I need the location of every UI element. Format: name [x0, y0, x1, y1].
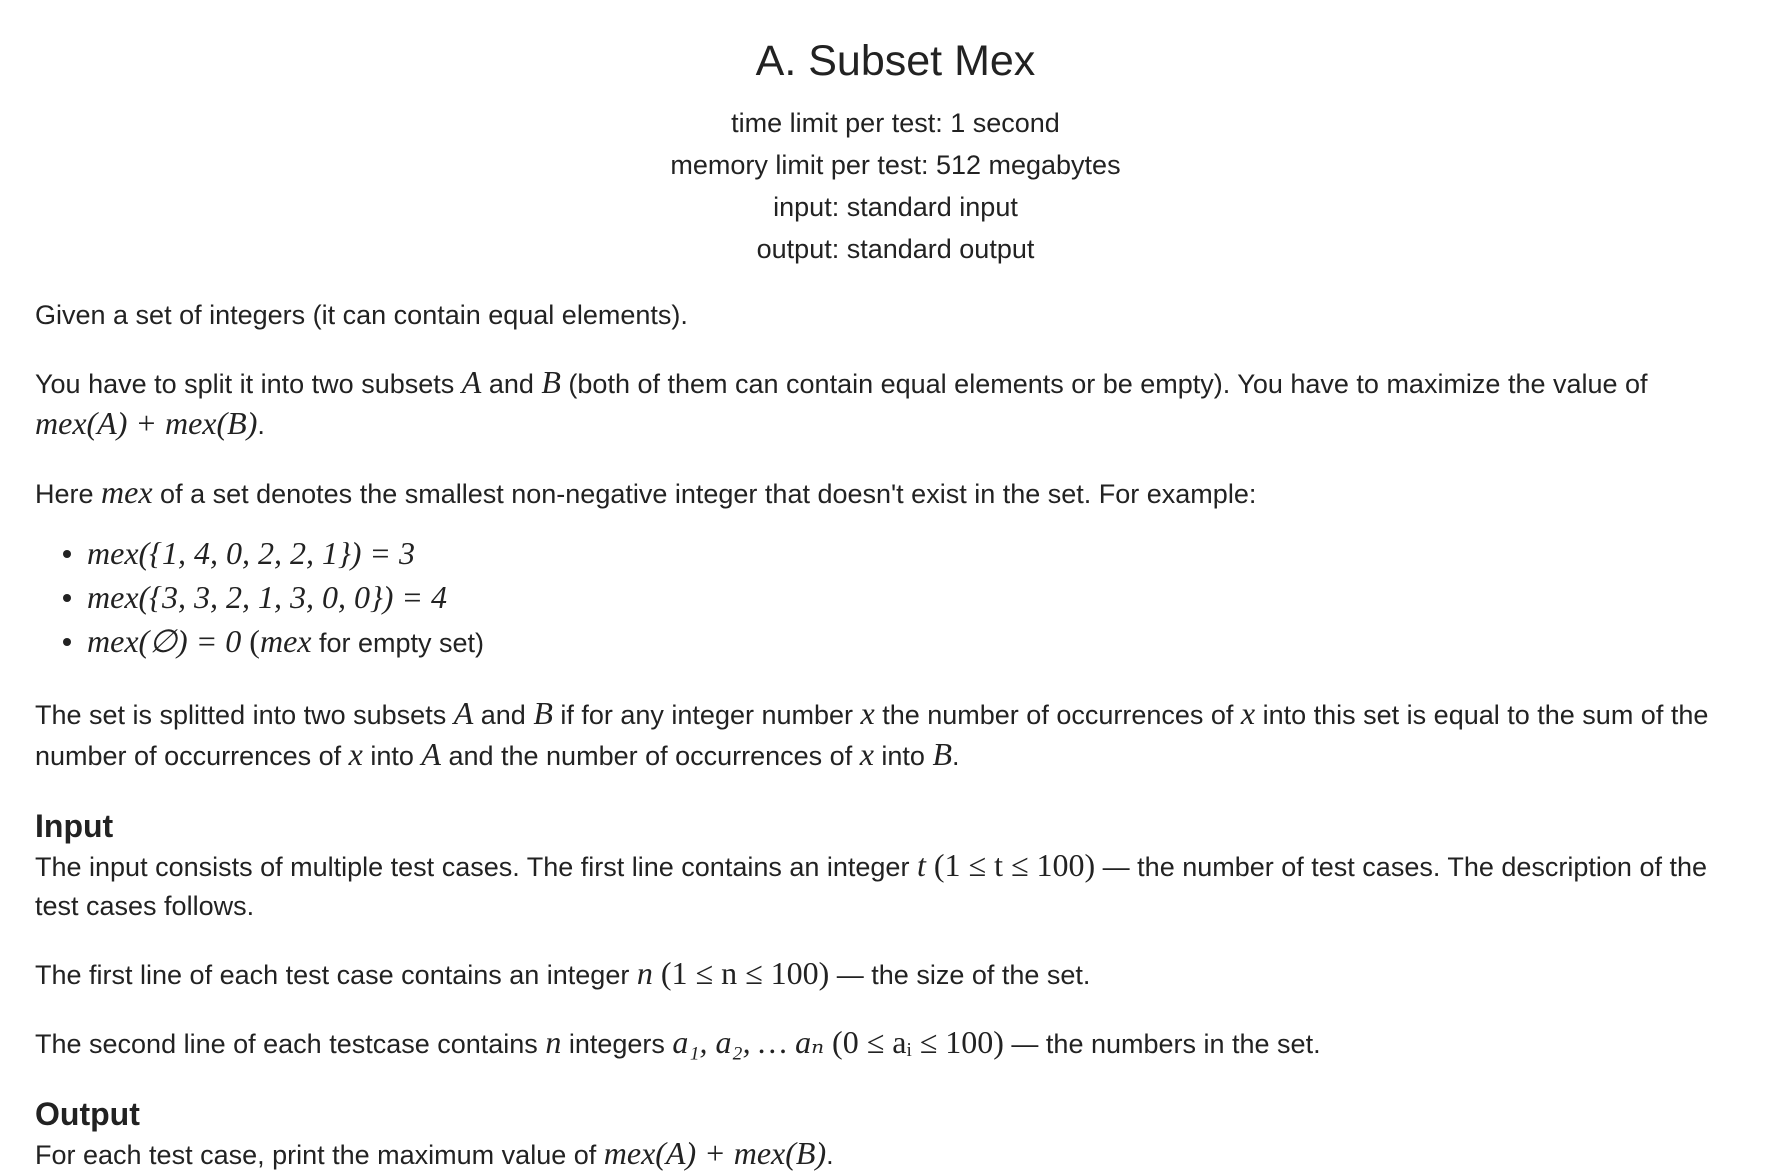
- bullet-icon: [63, 594, 71, 602]
- math-var-A: A: [453, 695, 474, 731]
- input-file: input: standard input: [773, 192, 1018, 222]
- text: (: [241, 623, 260, 659]
- text: and the number of occurrences of: [440, 741, 860, 771]
- math-var-B: B: [541, 364, 561, 400]
- output-paragraph-1: [35, 1134, 1756, 1175]
- math-var-x: x: [1240, 695, 1256, 731]
- math-sequence: a₁, a₂, … aₙ: [672, 1024, 825, 1060]
- math-range: (1 ≤ t ≤ 100): [925, 847, 1096, 883]
- input-section: [35, 806, 1756, 1064]
- math-var-x: x: [859, 736, 874, 772]
- bullet-icon: [63, 550, 71, 558]
- text: into this set is equal to the sum of the number of occurrences of: [35, 700, 1709, 771]
- math-var-t: t: [916, 847, 926, 883]
- math-var-n: n: [545, 1024, 562, 1060]
- text: The first line of each test case contains an integer: [35, 960, 637, 990]
- math-var-B: B: [533, 695, 553, 731]
- example-list: [35, 532, 1756, 664]
- math-formula: mex({3, 3, 2, 1, 3, 0, 0}) = 4: [87, 579, 448, 615]
- input-paragraph-2: [35, 954, 1756, 995]
- math-formula: mex(A) + mex(B): [35, 405, 258, 441]
- bullet-icon: [63, 638, 71, 646]
- problem-header: [35, 0, 1756, 270]
- text: .: [257, 410, 265, 440]
- text: You have to split it into two subsets: [35, 369, 462, 399]
- time-limit: time limit per test: 1 second: [731, 108, 1060, 138]
- math-var-x: x: [860, 695, 875, 731]
- text: into: [362, 741, 422, 771]
- memory-limit: memory limit per test: 512 megabytes: [670, 150, 1121, 180]
- list-item: [65, 620, 1756, 664]
- math-var-B: B: [932, 736, 952, 772]
- text: the number of occurrences of: [874, 700, 1241, 730]
- math-formula: mex(∅) = 0: [87, 623, 242, 659]
- text: For each test case, print the maximum value of: [35, 1140, 604, 1170]
- text: — the number of test cases. The description of the test cases follows.: [35, 852, 1707, 921]
- statement-paragraph-1: Given a set of integers (it can contain equal elements).: [35, 300, 688, 330]
- math-var-A: A: [461, 364, 482, 400]
- statement-paragraph-3: [35, 473, 1756, 514]
- text: of a set denotes the smallest non-negative integer that doesn't exist in the set. For example:: [152, 479, 1257, 509]
- text: The second line of each testcase contains: [35, 1029, 546, 1059]
- math-range: (1 ≤ n ≤ 100): [652, 955, 830, 991]
- output-file: output: standard output: [756, 234, 1035, 264]
- text: if for any integer number: [552, 700, 861, 730]
- input-paragraph-1: [35, 846, 1756, 926]
- math-mex: mex: [101, 474, 153, 510]
- input-paragraph-3: [35, 1023, 1756, 1064]
- math-var-A: A: [421, 736, 441, 772]
- text: .: [826, 1140, 834, 1170]
- text: integers: [561, 1029, 673, 1059]
- math-formula: mex(A) + mex(B): [603, 1135, 827, 1171]
- problem-statement: [35, 296, 1756, 1175]
- math-var-n: n: [636, 955, 653, 991]
- output-section: [35, 1094, 1756, 1175]
- list-item: [65, 532, 1756, 576]
- problem-title: A. Subset Mex: [755, 37, 1036, 85]
- text: for empty set): [311, 628, 485, 658]
- text: The input consists of multiple test cases. The first line contains an integer: [35, 852, 917, 882]
- math-mex: mex: [259, 623, 312, 659]
- text: .: [952, 741, 960, 771]
- text: The set is splitted into two subsets: [35, 700, 454, 730]
- text: and: [473, 700, 534, 730]
- math-formula: mex({1, 4, 0, 2, 2, 1}) = 3: [87, 535, 416, 571]
- statement-paragraph-4: [35, 694, 1756, 776]
- text: into: [873, 741, 933, 771]
- text: Here: [35, 479, 102, 509]
- text: (both of them can contain equal elements or be empty). You have to maximize the value of: [560, 369, 1648, 399]
- math-var-x: x: [348, 736, 363, 772]
- text: — the numbers in the set.: [1003, 1029, 1321, 1059]
- text: — the size of the set.: [829, 960, 1091, 990]
- text: and: [481, 369, 542, 399]
- list-item: [65, 576, 1756, 620]
- statement-paragraph-2: [35, 363, 1756, 445]
- output-heading: Output: [35, 1096, 140, 1132]
- input-heading: Input: [35, 808, 114, 844]
- math-range: (0 ≤ aᵢ ≤ 100): [824, 1024, 1004, 1060]
